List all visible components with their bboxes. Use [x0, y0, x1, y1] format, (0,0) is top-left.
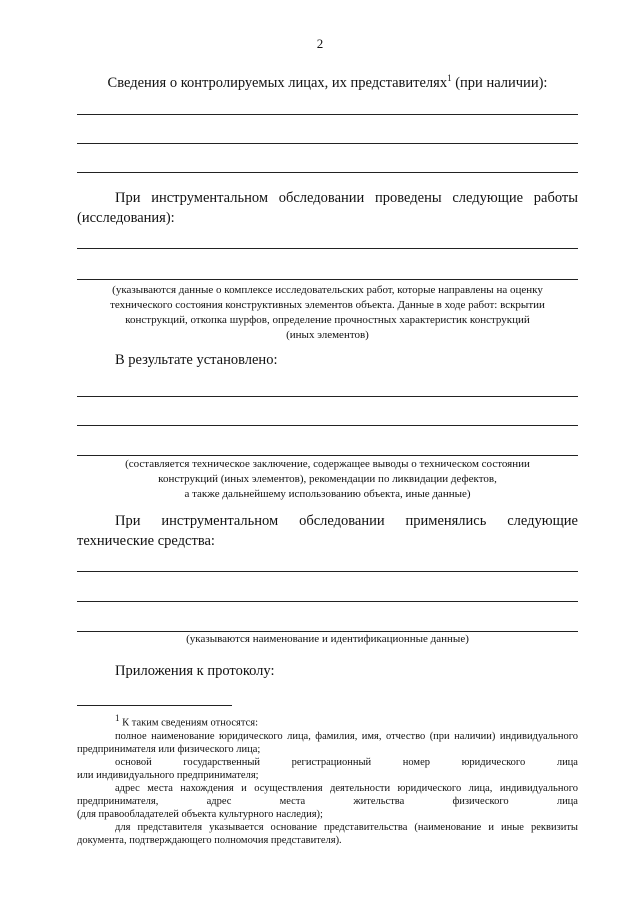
footnote-word: лица: [556, 795, 578, 807]
works-hint: [77, 283, 578, 343]
footnote-intro: [77, 712, 578, 730]
footnote-item: документа, подтверждающего полномочия представителя).: [77, 834, 342, 846]
fill-line: [77, 425, 578, 426]
fill-line: [77, 248, 578, 249]
footnote-mark: 1: [447, 73, 452, 83]
footnote-item-justified: [77, 795, 578, 808]
page-number: 2: [316, 36, 324, 51]
attachments-paragraph: Приложения к протоколу:: [115, 663, 275, 679]
footnote-word: места: [279, 795, 306, 807]
fill-line: [77, 172, 578, 173]
footnote-separator: [77, 705, 232, 706]
result-hint-line: конструкций (иных элементов), рекомендации по ликвидации дефектов,: [158, 473, 497, 485]
fill-line: [77, 396, 578, 397]
footnote-intro-text: К таким сведениям относятся:: [119, 717, 258, 729]
works-hint-line: (указываются данные о комплексе исследовательских работ, которые направлены на оценку: [112, 284, 543, 296]
footnote-item: для представителя указывается основание представительства (наименование и иные реквизиты: [115, 821, 578, 833]
footnote-item: полное наименование юридического лица, фамилия, имя, отчество (при наличии) индивидуального: [115, 730, 578, 742]
footnote-word: физического: [452, 795, 509, 807]
footnote-word: лица: [556, 756, 578, 768]
footnote-word: государственный: [183, 756, 261, 768]
result-hint-line: (составляется техническое заключение, содержащее выводы о техническом состоянии: [125, 458, 530, 470]
footnote-word: регистрационный: [291, 756, 372, 768]
footnote: [77, 712, 578, 847]
controlled-persons-heading: [77, 68, 578, 93]
means-hint: (указываются наименование и идентификационные данные): [186, 633, 469, 645]
footnote-number: 1: [115, 713, 120, 723]
fill-line: [77, 143, 578, 144]
works-hint-line: (иных элементов): [286, 329, 369, 341]
result-hint: [77, 457, 578, 502]
result-paragraph: В результате установлено:: [115, 352, 278, 368]
footnote-word: юридического: [461, 756, 526, 768]
footnote-item-justified: [77, 756, 578, 769]
footnote-word: основой: [115, 756, 152, 768]
footnote-item: или индивидуального предпринимателя;: [77, 769, 259, 781]
means-paragraph: При инструментальном обследовании применялись следующие технические средства:: [77, 513, 578, 549]
result-hint-line: а также дальнейшему использованию объекта, иные данные): [184, 488, 471, 500]
controlled-persons-heading-suffix: (при наличии):: [451, 74, 548, 91]
footnote-word: номер: [402, 756, 430, 768]
fill-line: [77, 455, 578, 456]
fill-line: [77, 571, 578, 572]
footnote-item: (для правообладателей объекта культурного наследия);: [77, 808, 323, 820]
fill-line: [77, 114, 578, 115]
footnote-word: жительства: [353, 795, 405, 807]
footnote-item: адрес места нахождения и осуществления деятельности юридического лица, индивидуального: [115, 782, 578, 794]
fill-line: [77, 279, 578, 280]
works-paragraph: При инструментальном обследовании проведены следующие работы (исследования):: [77, 190, 578, 226]
footnote-word: предпринимателя,: [77, 795, 159, 807]
footnote-word: адрес: [206, 795, 232, 807]
footnote-item: предпринимателя или физического лица;: [77, 743, 261, 755]
controlled-persons-heading-text: Сведения о контролируемых лицах, их представителях: [107, 74, 448, 91]
works-hint-line: технического состояния конструктивных элементов объекта. Данные в ходе работ: вскрытии: [110, 299, 545, 311]
works-hint-line: конструкций, откопка шурфов, определение прочностных характеристик конструкций: [125, 314, 530, 326]
fill-line: [77, 601, 578, 602]
